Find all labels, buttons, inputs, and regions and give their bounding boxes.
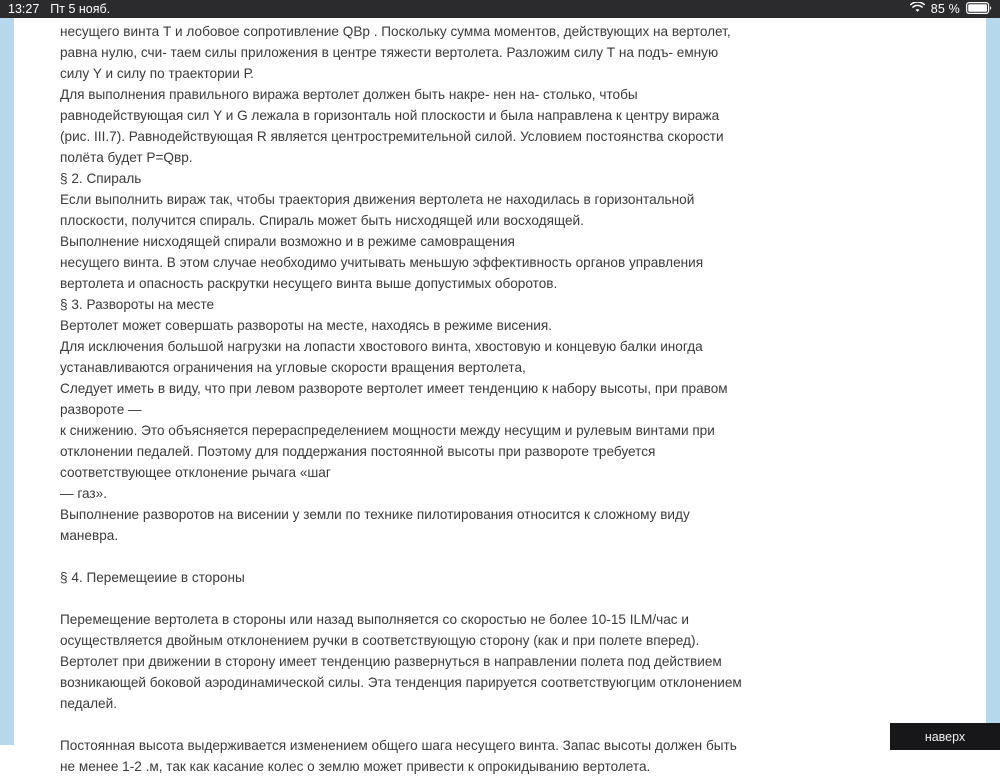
- status-bar-left-group: [8, 2, 110, 16]
- to-top-button-label: наверх: [924, 729, 966, 744]
- document-line: педалей.: [60, 696, 117, 711]
- document-line: осуществляется двойным отклонением ручки в соответствующую сторону (как и при полете вперед).: [60, 633, 700, 648]
- document-text-body: [60, 18, 760, 777]
- document-line: § 2. Спираль: [60, 171, 142, 186]
- document-line: маневра.: [60, 528, 119, 543]
- document-line: § 3. Развороты на месте: [60, 297, 215, 312]
- battery-percent-label: 85 %: [930, 2, 960, 16]
- status-bar-right-group: [910, 2, 992, 17]
- document-line: Выполнение разворотов на висении у земли по технике пилотирования относится к сложному виду: [60, 507, 690, 522]
- document-line: вертолета и опасность раскрутки несущего винта выше допустимых оборотов.: [60, 276, 558, 291]
- document-line: устанавливаются ограничения на угловые скорости вращения вертолета,: [60, 360, 526, 375]
- battery-icon: [966, 2, 992, 17]
- document-page: [0, 18, 1000, 774]
- document-line: не менее 1-2 .м, так как касание колес о землю может привести к опрокидыванию вертолета.: [60, 759, 651, 774]
- status-date: Пт 5 нояб.: [50, 2, 111, 16]
- document-line: Для исключения большой нагрузки на лопасти хвостового винта, хвостовую и концевую балки иногда: [60, 339, 703, 354]
- document-line: равнодействующая сил Y и G лежала в горизонталь ной плоскости и была направлена к центру виража: [60, 108, 720, 123]
- document-line: равна нулю, счи- таем силы приложения в центре тяжести вертолета. Разложим силу Т на подъ- емную: [60, 45, 719, 60]
- page-margin-band-left: [0, 18, 14, 745]
- document-line: Перемещение вертолета в стороны или назад выполняется со скоростью не более 10-15 ILM/час и: [60, 612, 689, 627]
- document-line: плоскости, получится спираль. Спираль может быть нисходящей или восходящей.: [60, 213, 584, 228]
- document-line: несущего винта Т и лобовое сопротивление QBp . Поскольку сумма моментов, действующих на вертолет,: [60, 24, 731, 39]
- document-line: развороте —: [60, 402, 142, 417]
- document-line: силу Y и силу по траектории Р.: [60, 66, 254, 81]
- document-line: (рис. III.7). Равнодействующая R является центростремительной силой. Условием постоянства скорости: [60, 129, 724, 144]
- status-bar: [0, 0, 1000, 18]
- document-line: отклонении педалей. Поэтому для поддержания постоянной высоты при развороте требуется: [60, 444, 656, 459]
- document-line: соответствующее отклонение рычага «шаг: [60, 465, 331, 480]
- document-line: полёта будет P=Qвp.: [60, 150, 193, 165]
- document-line: § 4. Перемещеиие в стороны: [60, 570, 245, 585]
- document-line: Следует иметь в виду, что при левом развороте вертолет имеет тенденцию к набору высоты, при правом: [60, 381, 728, 396]
- paragraph-spacer: [60, 714, 760, 735]
- status-time: 13:27: [8, 2, 40, 16]
- paragraph-spacer: [60, 588, 760, 609]
- document-line: Для выполнения правильного виража вертолет должен быть накре- нен на- столько, чтобы: [60, 87, 638, 102]
- document-line: — газ».: [60, 486, 108, 501]
- to-top-button[interactable]: [890, 723, 1000, 750]
- document-line: Вертолет при движении в сторону имеет тенденцию развернуться в направлении полета под действием: [60, 654, 722, 669]
- document-line: несущего винта. В этом случае необходимо учитывать меньшую эффективность органов управления: [60, 255, 704, 270]
- page-margin-band-right: [986, 18, 1000, 745]
- document-line: к снижению. Это объясняется перераспределением мощности между несущим и рулевым винтами при: [60, 423, 715, 438]
- document-line: Вертолет может совершать развороты на месте, находясь в режиме висения.: [60, 318, 553, 333]
- document-line: Постоянная высота выдерживается изменением общего шага несущего винта. Запас высоты должен быть: [60, 738, 737, 753]
- document-line: Выполнение нисходящей спирали возможно и в режиме самовращения: [60, 234, 515, 249]
- paragraph-spacer: [60, 546, 760, 567]
- wifi-icon: [910, 2, 925, 16]
- document-line: возникающей боковой аэродинамической силы. Эта тенденция парируется соответствуюгцим отклонением: [60, 675, 742, 690]
- document-line: Если выполнить вираж так, чтобы траектория движения вертолета не находилась в горизонтальной: [60, 192, 695, 207]
